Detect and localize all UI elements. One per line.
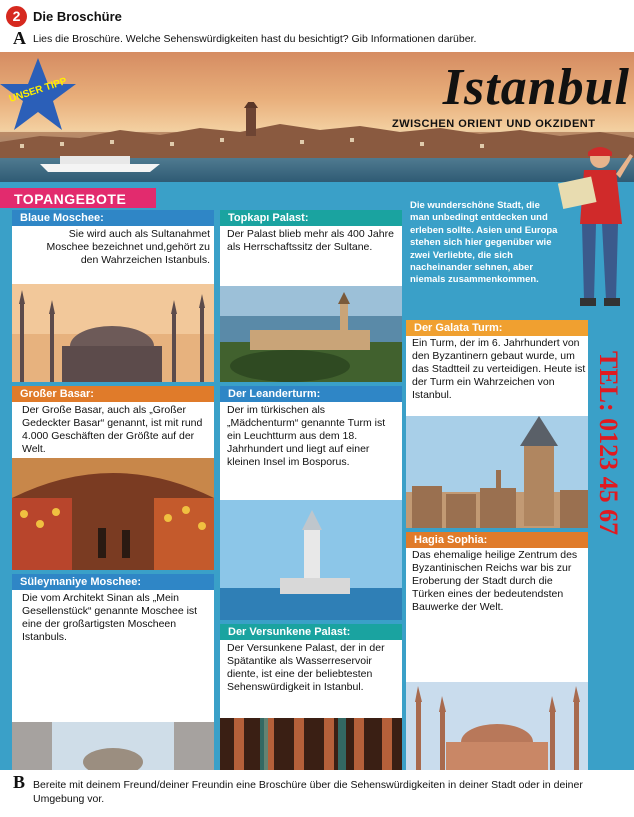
card-text: Der Palast blieb mehr als 400 Jahre als Herrschaftssitz der Sultane. — [227, 228, 394, 253]
topkapi-palace-image — [220, 286, 402, 382]
brochure-subtitle: ZWISCHEN ORIENT UND OKZIDENT — [392, 118, 596, 130]
card-title: Der Galata Turm: — [406, 320, 588, 336]
traveler-image — [556, 144, 634, 314]
card-topkapi-palast — [220, 210, 402, 382]
intro-quote-text: Die wunderschöne Stadt, die man unbedingt entdecken und erleben sollte. Asien und Europa stehen sich hier gegenüber wie zwei Verliebte, die sich nacheinander sehnen, aber niemals zusammenkommen. — [410, 200, 558, 286]
task-letter-a: A — [13, 28, 26, 48]
card-leanderturm — [220, 386, 402, 620]
card-text: Die vom Architekt Sinan als „Mein Gesellenstück“ genannte Moschee ist eine der großartigsten Moscheen Istanbuls. — [22, 592, 198, 643]
card-galata-turm — [406, 320, 588, 528]
phone-contact — [590, 351, 623, 612]
card-hagia-sophia — [406, 532, 588, 770]
card-text: Ein Turm, der im 6. Jahrhundert von den Byzantinern gebaut wurde, um das Stadtteil zu verteidigen. Heute ist der Turm ein Wahrzeichen von Istanbul. — [412, 337, 586, 401]
maidens-tower-image — [220, 500, 402, 620]
intro-quote-box — [406, 192, 556, 296]
card-title: Blaue Moschee: — [12, 210, 214, 226]
card-versunkene-palast — [220, 624, 402, 770]
task-letter-b: B — [13, 772, 26, 792]
grand-bazaar-image — [12, 458, 214, 570]
brochure — [0, 52, 634, 770]
topangebote-label: TOPANGEBOTE — [14, 191, 127, 207]
suleymaniye-mosque-image — [12, 722, 214, 770]
card-text: Der Versunkene Palast, der in der Spätantike als Wasserreservoir diente, ist eine der beliebtesten Sehenswürdigkeit in Istanbul. — [227, 642, 385, 693]
section-title: Die Broschüre — [33, 9, 122, 24]
task-instruction-b: Bereite mit deinem Freund/deiner Freundin eine Broschüre über die Sehenswürdigkeiten in deiner Stadt oder in deiner Umgebung vor. — [33, 779, 583, 805]
ferry-boat-image — [40, 152, 160, 174]
card-title: Der Leanderturm: — [220, 386, 402, 402]
card-text: Der im türkischen als „Mädchenturm“ genannte Turm ist ein Leuchtturm aus dem 18. Jahrhundert und liegt auf einer kleinen Insel im Bosporus. — [227, 404, 386, 468]
task-instruction-a: Lies die Broschüre. Welche Sehenswürdigkeiten hast du besichtigt? Gib Informationen darüber. — [33, 33, 477, 45]
card-title: Hagia Sophia: — [406, 532, 588, 548]
page-header — [0, 0, 634, 52]
topangebote-bar — [0, 188, 156, 208]
card-title: Großer Basar: — [12, 386, 214, 402]
unser-tipp-label: UNSER TIPP — [7, 75, 69, 106]
brochure-title: Istanbul — [442, 59, 630, 116]
hagia-sophia-image — [406, 682, 588, 770]
galata-tower-image — [406, 416, 588, 528]
basilica-cistern-image — [220, 718, 402, 770]
phone-number: TEL: 0123 45 67 — [594, 351, 623, 536]
card-grosser-basar — [12, 386, 214, 570]
card-text: Sie wird auch als Sultanahmet Moschee bezeichnet und,gehört zu den Wahrzeichen Istanbuls. — [46, 228, 210, 266]
card-sueleymaniye-moschee — [12, 574, 214, 770]
card-text: Das ehemalige heilige Zentrum des Byzantinischen Reichs war bis zur Eroberung der Stadt durch die Türken eines der bedeutendsten Bauwerke der Welt. — [412, 549, 578, 613]
blue-mosque-image — [12, 284, 214, 382]
card-title: Topkapı Palast: — [220, 210, 402, 226]
card-blaue-moschee — [12, 210, 214, 382]
section-number-badge: 2 — [6, 6, 27, 27]
card-text: Der Große Basar, auch als „Großer Gedeckter Basar“ genannt, ist mit rund 4.000 Geschäften der Größte auf der Welt. — [22, 404, 203, 455]
card-title: Der Versunkene Palast: — [220, 624, 402, 640]
card-title: Süleymaniye Moschee: — [12, 574, 214, 590]
